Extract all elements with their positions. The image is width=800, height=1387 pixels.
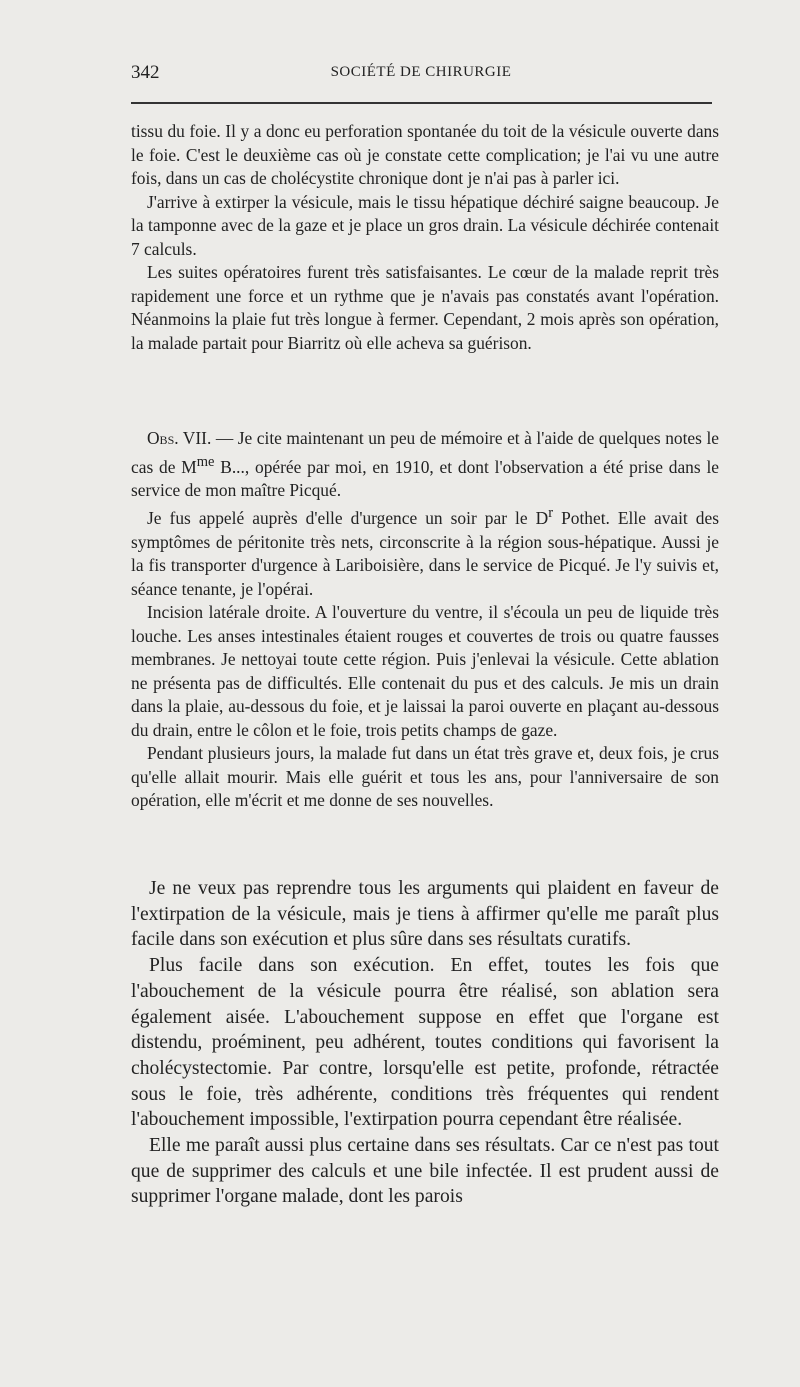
text-run: B..., opérée par moi, en 1910, et dont l'observation a été prise dans le service de mon maître Picqué. bbox=[131, 456, 719, 500]
text-run: — Je cite maintenant un peu de mémoire et à l'aide de quelques notes le cas de M bbox=[131, 428, 719, 477]
case-continuation bbox=[131, 120, 719, 355]
paragraph: Plus facile dans son exécution. En effet, toutes les fois que l'abouchement de la vésicule pourra être réalisé, son ablation sera également aisée. L'abouchement suppose en effet que l'organe est distendu, proéminent, peu adhérent, toutes conditions qui favorisent la cholécystectomie. Par contre, lorsqu'elle est petite, profonde, rétractée sous le foie, très adhérente, conditions très fréquentes qui rendent l'abouchement impossible, l'extirpation pourra cependant être réalisée. bbox=[131, 955, 719, 1131]
observation-paragraph bbox=[131, 427, 719, 502]
superscript: r bbox=[548, 505, 554, 522]
paragraph: J'arrive à extirper la vésicule, mais le tissu hépatique déchiré saigne beaucoup. Je la tamponne avec de la gaze et je place un gros drain. La vésicule déchirée contenait 7 calculs. bbox=[131, 191, 719, 259]
paragraph: tissu du foie. Il y a donc eu perforation spontanée du toit de la vésicule ouverte dans le foie. C'est le deuxième cas où je constate cette complication; je l'ai vu une autre fois, dans un cas de cholécystite chronique dont je n'ai pas à parler ici. bbox=[131, 121, 719, 188]
page-number: 342 bbox=[131, 62, 160, 83]
paragraph: Elle me paraît aussi plus certaine dans ses résultats. Car ce n'est pas tout que de supprimer des calculs et une bile infectée. Il est prudent aussi de supprimer l'organe malade, dont les parois bbox=[131, 1135, 719, 1208]
superscript: me bbox=[196, 453, 215, 470]
text-run: Pothet. Elle avait des symptômes de péritonite très nets, circonscrite à la région sous-hépatique. Aussi je la fis transporter d'urgence à Lariboisière, dans le service de Picqué. Je l'y suivis et, séance tenante, je l'opérai. bbox=[131, 508, 719, 599]
observation-vii bbox=[131, 427, 719, 813]
paragraph: Les suites opératoires furent très satisfaisantes. Le cœur de la malade reprit très rapidement une force et un rythme que je n'avais pas constatés avant l'opération. Néanmoins la plaie fut très longue à fermer. Cependant, 2 mois après son opération, la malade partait pour Biarritz où elle acheva sa guérison. bbox=[131, 262, 719, 353]
paragraph bbox=[131, 502, 719, 601]
running-title: SOCIÉTÉ DE CHIRURGIE bbox=[330, 64, 512, 80]
paragraph: Je ne veux pas reprendre tous les arguments qui plaident en faveur de l'extirpation de la vésicule, mais je tiens à affirmer qu'elle me paraît plus facile dans son exécution et plus sûre dans ses résultats curatifs. bbox=[131, 878, 719, 951]
page-header bbox=[131, 62, 711, 88]
text-run: Je fus appelé auprès d'elle d'urgence un soir par le D bbox=[147, 508, 549, 529]
discussion bbox=[131, 876, 719, 1210]
paragraph: Pendant plusieurs jours, la malade fut dans un état très grave et, deux fois, je crus qu'elle allait mourir. Mais elle guérit et tous les ans, pour l'anniversaire de son opération, elle m'écrit et me donne de ses nouvelles. bbox=[131, 743, 719, 811]
header-rule bbox=[131, 102, 712, 104]
observation-label: Obs. VII. bbox=[147, 428, 212, 448]
paragraph: Incision latérale droite. A l'ouverture du ventre, il s'écoula un peu de liquide très louche. Les anses intestinales étaient rouges et couvertes de trois ou quatre fausses membranes. Je nettoyai toute cette région. Puis j'enlevai la vésicule. Cette ablation ne présenta pas de difficultés. Elle contenait du pus et des calculs. Je mis un drain dans la plaie, au-dessous du foie, et je laissai la paroi ouverte en plaçant au-dessous du drain, entre le côlon et le foie, trois petits champs de gaze. bbox=[131, 602, 719, 740]
